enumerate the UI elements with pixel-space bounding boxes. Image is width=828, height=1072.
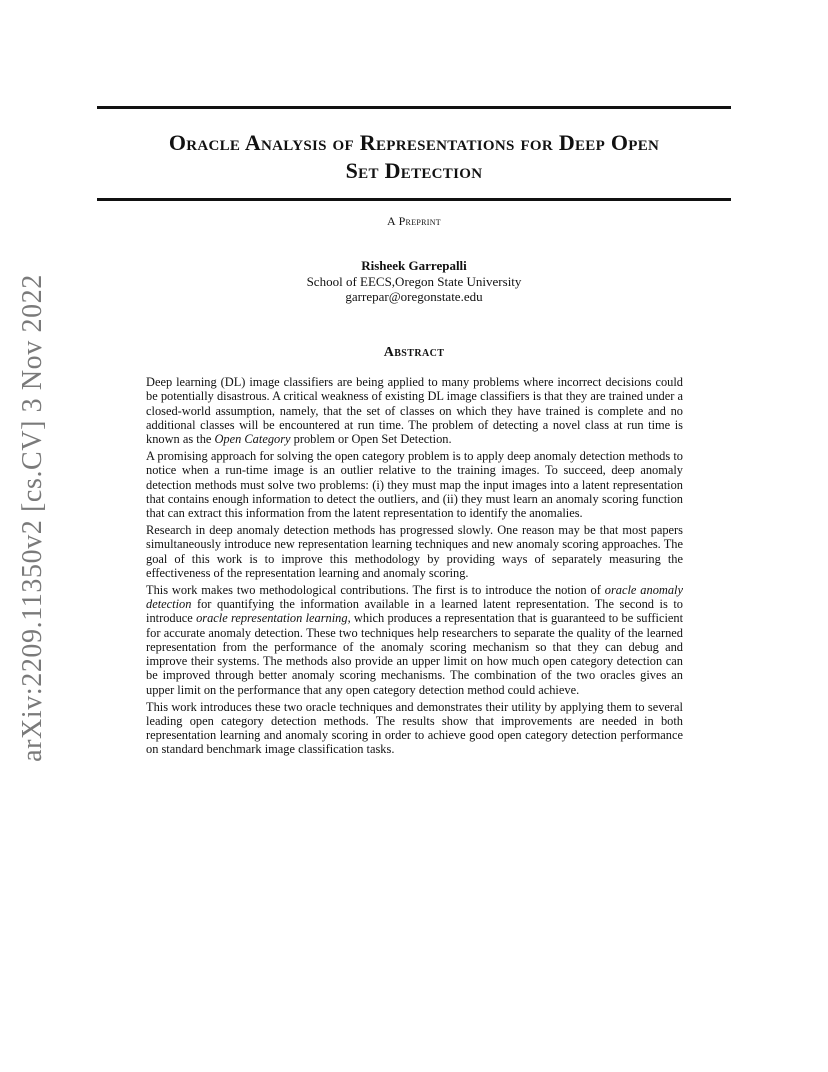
author-email: garrepar@oregonstate.edu <box>345 289 483 304</box>
abstract-paragraph-3: Research in deep anomaly detection methods has progressed slowly. One reason may be that most papers simultaneously introduce new representation learning techniques and new anomaly scoring approaches. The goal of this work is to improve this methodology by providing ways of separately measuring the effectiveness of the representation learning and anomaly scoring. <box>146 522 683 580</box>
title-bottom-rule <box>97 198 731 201</box>
title-top-rule <box>97 106 731 109</box>
paper-title-line-2: Set Detection <box>345 158 483 183</box>
abstract-paragraph-5: This work introduces these two oracle techniques and demonstrates their utility by applying them to several leading open category detection methods. The results show that improvements are needed in both representation learning and anomaly scoring in order to achieve good open category detection performance on standard benchmark image classification tasks. <box>146 699 683 757</box>
abstract-p4-text-a: This work makes two methodological contributions. The first is to introduce the notion of <box>146 582 605 597</box>
abstract-p4-emphasis-2: oracle representation learning <box>196 611 348 626</box>
author-affiliation: School of EECS,Oregon State University <box>306 273 522 289</box>
abstract-p4-emphasis-1: oracle anomaly detection <box>146 582 683 611</box>
abstract-body <box>146 375 683 759</box>
arxiv-identifier: arXiv:2209.11350v2 [cs.CV] 3 Nov 2022 <box>17 274 48 762</box>
abstract-paragraph-1 <box>146 375 683 446</box>
abstract-heading: Abstract <box>383 345 445 360</box>
author-block <box>97 258 731 305</box>
abstract-p4-text-b: for quantifying the information available in a learned latent representation. The second is to introduce <box>146 596 683 626</box>
abstract-p1-text-b: problem or Open Set Detection. <box>290 432 452 447</box>
abstract-paragraph-4 <box>146 583 683 697</box>
abstract-p1-emphasis: Open Category <box>214 432 291 447</box>
abstract-p1-text-a: Deep learning (DL) image classifiers are being applied to many problems where incorrect decisions could be potentially disastrous. A critical weakness of existing DL image classifiers is that they are trained under a closed-world assumption, namely, that the set of classes on which they have trained is complete and no additional classes will be encountered at run time. The problem of detecting a novel class at run time is known as the <box>146 375 683 447</box>
paper-title-line-1: Oracle Analysis of Representations for Deep Open <box>168 130 660 155</box>
paper-title <box>97 129 731 185</box>
author-name: Risheek Garrepalli <box>361 258 467 273</box>
abstract-paragraph-2: A promising approach for solving the open category problem is to apply deep anomaly detection methods to notice when a run-time image is an outlier relative to the training images. To succeed, deep anomaly detection methods must solve two problems: (i) they must map the input images into a latent representation that contains enough information to detect the outliers, and (ii) they must learn an anomaly scoring function that can extract this information from the latent representation to identify the anomalies. <box>146 448 683 521</box>
abstract-p4-text-c: , which produces a representation that is guaranteed to be sufficient for accurate anomaly detection. These two techniques help researchers to separate the quality of the learned representation from the performance of the anomaly scoring mechanism so that they can debug and improve their systems. The methods also provide an upper limit on how much open category detection can be improved through better anomaly scoring mechanisms. The combination of the two oracles gives an upper limit on the performance that any open category detection method could achieve. <box>146 611 684 697</box>
preprint-label: A Preprint <box>386 214 441 228</box>
